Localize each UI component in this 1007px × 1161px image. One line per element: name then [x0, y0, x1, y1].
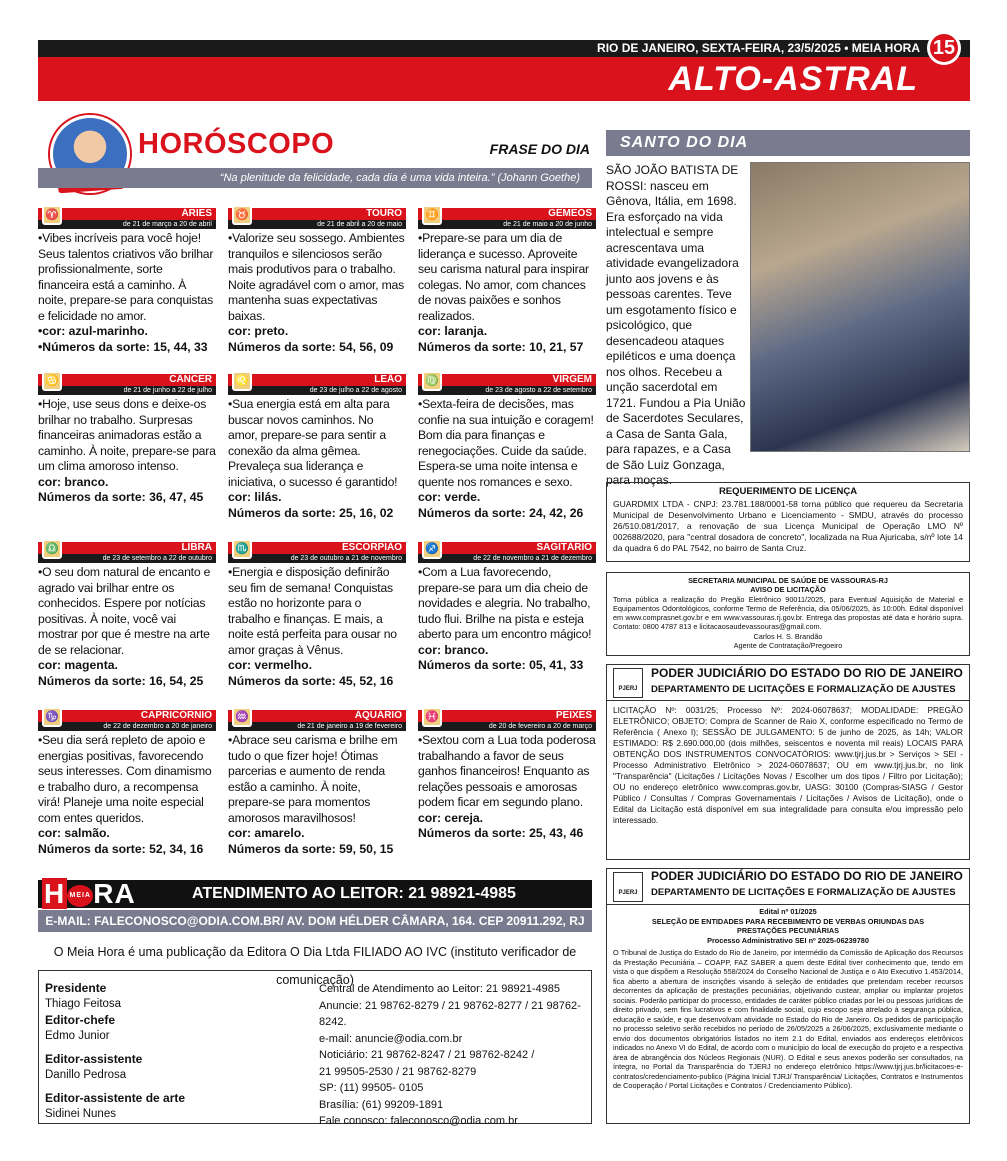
sign-dates: de 21 de janeiro a 19 de fevereiro — [228, 722, 406, 731]
sign-header — [228, 374, 406, 386]
horoscope-title: HORÓSCOPO — [138, 128, 335, 160]
sign-dates: de 21 de abril a 20 de maio — [228, 220, 406, 229]
sign-prediction: •Prepare-se para um dia de liderança e sucesso. Aproveite seu carisma natural para inspirar colegas. No amor, com chances de novas paixões e sonhos realizados. — [418, 231, 589, 323]
zodiac-icon: ♒ — [232, 707, 252, 727]
sign-name: AQUÁRIO — [354, 710, 402, 721]
pj-subtitle: DEPARTAMENTO DE LICITAÇÕES E FORMALIZAÇÃO DE AJUSTES — [651, 887, 956, 898]
zodiac-icon: ♐ — [422, 539, 442, 559]
staff-role: Presidente — [45, 981, 107, 995]
sign-name: PEIXES — [555, 710, 592, 721]
sign-lucky-numbers: Números da sorte: 36, 47, 45 — [38, 490, 204, 504]
sign-header — [38, 374, 216, 386]
pj-notice-1 — [606, 664, 970, 860]
zodiac-icon: ♎ — [42, 539, 62, 559]
zodiac-icon: ♍ — [422, 371, 442, 391]
sign-header — [38, 208, 216, 220]
notice-title: REQUERIMENTO DE LICENÇA — [718, 486, 858, 497]
logo-ra: RA — [93, 878, 136, 909]
edital-heading: SELEÇÃO DE ENTIDADES PARA RECEBIMENTO DE VERBAS ORIUNDAS DAS PRESTAÇÕES PECUNIÁRIAS — [651, 916, 925, 935]
pj-subtitle: DEPARTAMENTO DE LICITAÇÕES E FORMALIZAÇÃO DE AJUSTES — [651, 684, 956, 695]
sign-name: CAPRICÓRNIO — [140, 710, 212, 721]
edital-process: Processo Administrativo SEI nº 2025-06239780 — [707, 935, 869, 945]
sign-prediction: •Sexta-feira de decisões, mas confie na sua intuição e coragem! Bom dia para finanças e renegociações. Cuide da saúde. Espera-se uma noite intensa e quente nos romances e sexo. — [418, 397, 594, 489]
sign-name: TOURO — [366, 208, 402, 219]
sign-name: VIRGEM — [552, 374, 592, 385]
sign-block — [38, 542, 216, 689]
pjerj-logo-icon: PJERJ — [613, 872, 643, 902]
meia-hora-logo — [42, 880, 182, 908]
sign-prediction: •Sextou com a Lua toda poderosa trabalhando a favor de seus ganhos financeiros! Enquanto as relações pessoais e amorosas podem ficar em segundo plano. — [418, 733, 596, 809]
sign-name: ÁRIES — [181, 208, 212, 219]
sign-color: cor: vermelho. — [228, 658, 312, 672]
sign-lucky-numbers: Números da sorte: 59, 50, 15 — [228, 841, 394, 856]
sign-color: cor: magenta. — [38, 658, 118, 672]
zodiac-icon: ♑ — [42, 707, 62, 727]
contact-line: Noticiário: 21 98762-8247 / 21 98762-8242 / — [319, 1049, 535, 1061]
staff-name: Danillo Pedrosa — [45, 1069, 127, 1081]
notice-signature: Carlos H. S. Brandão — [753, 631, 823, 641]
sign-block — [38, 208, 216, 355]
page-number: 15 — [927, 31, 961, 65]
sign-prediction: •Sua energia está em alta para buscar novos caminhos. No amor, prepare-se para sentir a conexão da alma gêmea. Prevaleça sua liderança e iniciativa, o sucesso é garantido! — [228, 397, 398, 489]
sign-dates: de 23 de julho a 22 de agosto — [228, 386, 406, 395]
edital-number: Edital nº 01/2025 — [759, 907, 817, 916]
notice-body: GUARDMIX LTDA - CNPJ: 23.781.188/0001-58 torna público que requereu da Secretaria Municipal de Desenvolvimento Urbano e Licenciamento - SMDU, através do processo 26/510.081/2017, a renovação de sua Licença Municipal de Operação LMO Nº 002688/2020, para "central dosadora de concreto", localizada na Rua Ajuricaba, s/nº lote 14 da quadra 6 do PAL 7542, no bairro de Santa Cruz. — [613, 499, 963, 553]
sign-dates: de 21 de maio a 20 de junho — [418, 220, 596, 229]
sign-lucky-numbers: Números da sorte: 05, 41, 33 — [418, 658, 584, 672]
sign-header — [418, 374, 596, 386]
pj-title: PODER JUDICIÁRIO DO ESTADO DO RIO DE JANEIRO — [651, 869, 963, 883]
sign-prediction: •Valorize seu sossego. Ambientes tranquilos e silenciosos serão mais produtivos para o trabalho. Noite agradável com o amor, mas mantenha suas expectativas baixas. — [228, 231, 405, 323]
contact-line: 21 99505-2530 / 21 98762-8279 — [319, 1065, 477, 1078]
sign-color: cor: cereja. — [418, 810, 484, 825]
contact-line: Central de Atendimento ao Leitor: 21 98921-4985 — [319, 983, 560, 995]
staff-name: Edmo Junior — [45, 1030, 110, 1042]
sign-color: cor: amarelo. — [228, 826, 305, 840]
sign-header — [38, 710, 216, 722]
notice-signature-role: Agente de Contratação/Pregoeiro — [733, 641, 843, 651]
staff-box — [38, 970, 592, 1127]
saint-painting-image — [750, 162, 970, 452]
sign-block — [418, 542, 596, 674]
contact-line: Anuncie: 21 98762-8279 / 21 98762-8277 / 21 98762-8242. — [319, 999, 581, 1028]
vassouras-notice — [606, 572, 970, 656]
sign-color: cor: laranja. — [418, 324, 488, 338]
staff-role: Editor-chefe — [45, 1013, 116, 1027]
sign-dates: de 22 de dezembro a 20 de janeiro — [38, 722, 216, 731]
licenca-notice — [606, 482, 970, 562]
sign-header — [418, 208, 596, 220]
notice-title: SECRETARIA MUNICIPAL DE SAÚDE DE VASSOURAS-RJ — [688, 576, 888, 585]
dateline: RIO DE JANEIRO, SEXTA-FEIRA, 23/5/2025 • MEIA HORA — [38, 40, 970, 57]
sign-block — [38, 710, 216, 857]
sign-dates: de 23 de agosto a 22 de setembro — [418, 386, 596, 395]
pj-header — [607, 665, 969, 701]
pj-title: PODER JUDICIÁRIO DO ESTADO DO RIO DE JANEIRO — [651, 666, 963, 680]
zodiac-icon: ♏ — [232, 539, 252, 559]
zodiac-icon: ♉ — [232, 205, 252, 225]
sign-prediction: •O seu dom natural de encanto e agrado vai brilhar entre os conhecidos. Espere por notícias positivas. À noite, você vai mostrar por que é mestre na arte de se relacionar. — [38, 565, 211, 657]
sign-header — [38, 542, 216, 554]
sign-dates: de 22 de novembro a 21 de dezembro — [418, 554, 596, 563]
sign-name: ESCORPIÃO — [341, 542, 402, 553]
sign-color: cor: branco. — [38, 474, 109, 489]
sign-block — [418, 208, 596, 355]
sign-lucky-numbers: Números da sorte: 54, 56, 09 — [228, 339, 394, 354]
sign-prediction: •Vibes incríveis para você hoje! Seus talentos criativos vão brilhar profissionalmente, sorte financeira está a caminho. À noite, prepare-se para conquistas e felicidade no amor. — [38, 231, 214, 323]
pjerj-logo-icon: PJERJ — [613, 668, 643, 698]
sign-name: LIBRA — [181, 542, 212, 553]
staff-right — [319, 981, 589, 1130]
sign-prediction: •Com a Lua favorecendo, prepare-se para um dia cheio de novidades e alegria. No trabalho, tudo flui. Brilhe na pista e esteja aberto para um encontro mágico! — [418, 565, 592, 641]
sign-lucky-numbers: Números da sorte: 45, 52, 16 — [228, 673, 394, 688]
contact-line: e-mail: anuncie@odia.com.br — [319, 1032, 463, 1045]
atendimento-leitor: ATENDIMENTO AO LEITOR: 21 98921-4985 — [192, 885, 516, 902]
sign-block — [228, 710, 406, 857]
staff-left — [45, 981, 295, 1122]
sign-color: •cor: azul-marinho. — [38, 324, 148, 338]
staff-name: Thiago Feitosa — [45, 998, 122, 1010]
sign-block — [418, 374, 596, 521]
sign-name: SAGITÁRIO — [536, 542, 592, 553]
sign-prediction: •Energia e disposição definirão seu fim de semana! Conquistas estão no horizonte para o trabalho e finanças. E mais, a noite está perfeita para ousar no amor graças à Vênus. — [228, 565, 397, 657]
notice-body: Torna pública a realização do Pregão Eletrônico 90011/2025, para Eventual Aquisição de Material e Equipamentos Odontológicos, conforme Termo de Referência, dia 05/06/2025, às 10:00h. Edital disponível em www.comprasnet.gov.br e em www.vassouras.rj.gov.br. Entrega das propostas até data e horário supra. Contato: 0800 4787 813 e licitacaosaudevassouras@gmail.com. — [613, 594, 963, 632]
sign-dates: de 21 de junho a 22 de julho — [38, 386, 216, 395]
sign-lucky-numbers: Números da sorte: 10, 21, 57 — [418, 339, 584, 354]
section-title: ALTO-ASTRAL — [668, 60, 918, 98]
sign-color: cor: verde. — [418, 490, 481, 504]
zodiac-icon: ♓ — [422, 707, 442, 727]
sign-dates: de 23 de outubro a 21 de novembro — [228, 554, 406, 563]
notice-body: LICITAÇÃO Nº: 0031/25; Processo Nº: 2024-06078637; MODALIDADE: PREGÃO ELETRÔNICO; OBJETO: Compra de Scanner de Raio X, conforme especificado no Termo de Referência ( Anexo I); SESSÃO DE JULGAMENTO: 5 de junho de 2025, às 14h; VALOR ESTIMADO: R$ 2.690.000,00 (dois milhões, seiscentos e noventa mil reais) LOCAIS PARA OBTENÇÃO DOS INSTRUMENTOS CONVOCATÓRIOS: www.tjrj.jus.br > Serviços > SEI - Processo Administrativo Eletrônico > 2024-06078637; OU em www.tjrj.jus.br, no link "Transparência" (Licitações / Licitações Novas / Escolher um dos tipos / Filtro por Licitação); OU no endereço eletrônico www.compras.gov.br, UASG: 30100 (Compras-SIASG / Gestor Público / Consultas / Compras Governamentais / Licitações / Avisos de Licitação), onde o Edital da Licitação está disponível em sua integralidade para consulta e/ou impressão pelo interessado. — [613, 705, 963, 825]
sign-lucky-numbers: Números da sorte: 24, 42, 26 — [418, 505, 584, 520]
pj-header — [607, 869, 969, 905]
frase-label: FRASE DO DIA — [489, 141, 590, 157]
zodiac-icon: ♌ — [232, 371, 252, 391]
sign-name: CÂNCER — [169, 374, 212, 385]
logo-o-icon — [67, 885, 93, 907]
zodiac-icon: ♈ — [42, 205, 62, 225]
frase-do-dia: “Na plenitude da felicidade, cada dia é uma vida inteira.” (Johann Goethe) — [38, 168, 592, 188]
sign-prediction: •Hoje, use seus dons e deixe-os brilhar no trabalho. Surpresas financeiras animadoras estão a caminho. À noite, prepare-se para um clima amoroso intenso. — [38, 397, 216, 473]
sign-name: GÊMEOS — [548, 208, 592, 219]
sign-block — [38, 374, 216, 506]
notice-subtitle: AVISO DE LICITAÇÃO — [750, 585, 826, 595]
sign-color: cor: lilás. — [228, 490, 282, 504]
sign-block — [228, 374, 406, 521]
staff-role: Editor-assistente — [45, 1052, 143, 1066]
sign-color: cor: salmão. — [38, 826, 110, 840]
sign-lucky-numbers: •Números da sorte: 15, 44, 33 — [38, 339, 208, 354]
contact-line: Brasília: (61) 99209-1891 — [319, 1098, 444, 1111]
pj-notice-2 — [606, 868, 970, 1124]
sign-lucky-numbers: Números da sorte: 52, 34, 16 — [38, 841, 204, 856]
sign-header — [418, 710, 596, 722]
sign-block — [228, 208, 406, 355]
sign-name: LEÃO — [374, 374, 402, 385]
zodiac-icon: ♊ — [422, 205, 442, 225]
staff-name: Sidinei Nunes — [45, 1108, 116, 1120]
sign-block — [228, 542, 406, 689]
zodiac-icon: ♋ — [42, 371, 62, 391]
sign-color: cor: branco. — [418, 642, 489, 657]
sign-lucky-numbers: Números da sorte: 25, 43, 46 — [418, 826, 584, 840]
sign-header — [418, 542, 596, 554]
sign-dates: de 21 de março a 20 de abril — [38, 220, 216, 229]
sign-lucky-numbers: Números da sorte: 25, 16, 02 — [228, 505, 394, 520]
santo-text: SÃO JOÃO BATISTA DE ROSSI: nasceu em Gênova, Itália, em 1698. Era esforçado na vida intelectual e sempre acrescentava uma atividade evangelizadora junto aos jovens e às pessoas carentes. Teve um esgotamento físico e psicológico, que desencadeou ataques epiléticos e uma doença nos olhos. Recebeu a unção sacerdotal em 1721. Fundou a Pia União de Sacerdotes Seculares, a Casa de Santa Gala, para rapazes, e a Casa de São Luiz Gonzaga, para moças. — [606, 163, 746, 487]
staff-role: Editor-assistente de arte — [45, 1091, 186, 1105]
sign-dates: de 23 de setembro a 22 de outubro — [38, 554, 216, 563]
sign-header — [228, 710, 406, 722]
sign-color: cor: preto. — [228, 324, 289, 338]
santo-do-dia-label: SANTO DO DIA — [606, 130, 970, 156]
sign-header — [228, 542, 406, 554]
sign-lucky-numbers: Números da sorte: 16, 54, 25 — [38, 673, 204, 688]
logo-h: H — [44, 878, 66, 909]
publication-line: O Meia Hora é uma publicação da Editora O Dia Ltda FILIADO AO IVC (instituto verificador de comunicação) — [53, 945, 577, 987]
logo-meia: MEIA — [69, 891, 91, 899]
sign-dates: de 20 de fevereiro a 20 de março — [418, 722, 596, 731]
sign-header — [228, 208, 406, 220]
notice-body: O Tribunal de Justiça do Estado do Rio de Janeiro, por intermédio da Comissão de Aplicação dos Recursos da Prestação Pecuniária – COAPP, FAZ SABER a quem deste Edital tiver conhecimento que, tendo em vista o que dispõem a Resolução 558/2024 do Conselho Nacional de Justiça e o Ato Executivo 1.453/2014, fica aberto a abertura de inscrições visando à seleção de entidades que pretendam receber recursos decorrentes da aplicação de prestações pecuniárias, objetivando custear, ampliar ou implantar projetos sociais. Poderão participar do processo, entidades de caráter público criadas por lei ou pessoas jurídicas de direito privado, sem fins lucrativos e com finalidade social, cujo escopo seja atrelado à segurança pública, educação e saúde, e que desenvolvam atividade no Estado do Rio de Janeiro. Os pedidos de participação no processo seletivo serão recebidos no período de 26/05/2025 a 26/06/2025, exclusivamente mediante o envio dos documentos obrigatórios listados no item 2.1 do Edital, enviados aos endereços eletrônicos indicados no Anexo VI do Edital, de acordo com o município do local de execução do projeto e a respectiva área de abrangência dos Núcleos Regionais (NUR). O Edital e seus anexos poderão ser consultados, na íntegra, no Portal da Transparência do TJERJ no endereço eletrônico https://www.tjrj.jus.br/licitacoes-e-contratos/credenciamento-publico (Página Inicial TJRJ/ Transparência/ Licitações, Contratos e Instrumentos de Cooperação / Portal Licitações e Contratos / Credenciamento Público). — [613, 948, 963, 1090]
email-address-line: E-MAIL: FALECONOSCO@ODIA.COM.BR/ AV. DOM HÉLDER CÂMARA, 164. CEP 20911.292, RJ — [38, 910, 592, 932]
contact-line: SP: (11) 99505- 0105 — [319, 1082, 424, 1094]
sign-prediction: •Abrace seu carisma e brilhe em tudo o que fizer hoje! Ótimas parcerias e aumento de renda estão a caminho. À noite, prepare-se para momentos amorosos maravilhosos! — [228, 733, 398, 825]
sign-block — [418, 710, 596, 842]
sign-prediction: •Seu dia será repleto de apoio e energias positivas, favorecendo seus interesses. Com dinamismo e trabalho duro, a recompensa virá! Planeje uma noite especial com entes queridos. — [38, 733, 212, 825]
contact-line: Fale conosco: faleconosco@odia.com.br — [319, 1115, 518, 1127]
